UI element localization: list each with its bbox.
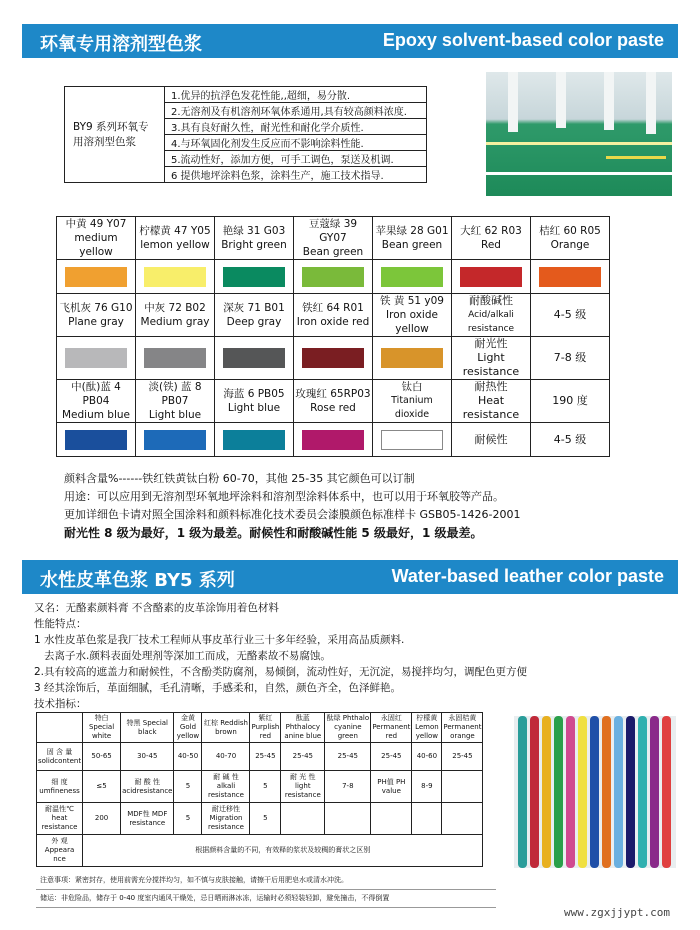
- note-grade-scale: 耐光性 8 级为最好，1 级为最差。耐候性和耐酸碱性能 5 级最好，1 级最差。: [64, 526, 483, 540]
- spec-cell: 7-8: [325, 771, 371, 803]
- spec-header: [37, 713, 83, 743]
- spec-header: 酞蓝 Phthalocy anine blue: [281, 713, 325, 743]
- color-swatch: [539, 267, 601, 287]
- color-swatch: [144, 267, 206, 287]
- color-swatch: [460, 267, 522, 287]
- spec-cell: 5: [250, 771, 281, 803]
- color-label: 中(酞)蓝 4 PB04 Medium blue: [57, 380, 136, 423]
- section2-title-en: Water-based leather color paste: [391, 566, 664, 586]
- color-label: 柠檬黄 47 Y05 lemon yellow: [136, 217, 215, 260]
- color-label: 深灰 71 B01 Deep gray: [215, 294, 294, 337]
- section1-banner: [22, 24, 678, 58]
- color-label: 中黄 49 Y07 medium yellow: [57, 217, 136, 260]
- spec-table: [36, 712, 483, 867]
- spec-header: 金黄 Gold yellow: [174, 713, 202, 743]
- spec-cell: 25-45: [325, 743, 371, 771]
- color-chart: [56, 216, 610, 457]
- spec-header: 永固红 Permanent red: [371, 713, 412, 743]
- spec-cell: MDF性 MDF resistance: [121, 803, 174, 835]
- color-rods-photo: [514, 716, 676, 868]
- spec-cell: 40-70: [202, 743, 250, 771]
- spec-cell: 50-65: [83, 743, 121, 771]
- note-pigment-content: 颜料含量%------铁红铁黄钛白粉 60-70，其他 25-35 其它颜色可以订制: [64, 472, 415, 485]
- color-label: 大红 62 R03 Red: [452, 217, 531, 260]
- note-color-card: 更加详细色卡请对照全国涂料和颜料标准化技术委员会漆膜颜色标准样卡 GSB05-1426-2001: [64, 508, 521, 521]
- footer-storage: 储运：非危险品，储存于 0-40 度室内通风干燥处，忌日晒雨淋冰冻，运输时必须轻装轻卸，避免撞击，不得倒置: [36, 890, 496, 908]
- feature-item: 3.具有良好耐久性，耐光性和耐化学介质性.: [165, 119, 427, 135]
- spec-cell: 5: [174, 803, 202, 835]
- spec-cell: 30-45: [121, 743, 174, 771]
- color-label: 飞机灰 76 G10 Plane gray: [57, 294, 136, 337]
- spec-cell: PH值 PH value: [371, 771, 412, 803]
- spec-header: 柠檬黄 Lemon yellow: [412, 713, 442, 743]
- color-swatch: [223, 267, 285, 287]
- leather-description: [34, 600, 674, 712]
- color-label: 海蓝 6 PB05 Light blue: [215, 380, 294, 423]
- spec-cell: [442, 803, 483, 835]
- epoxy-notes: [64, 470, 520, 542]
- color-label: 铁红 64 R01 Iron oxide red: [294, 294, 373, 337]
- spec-cell: 200: [83, 803, 121, 835]
- spec-header: 特白 Special white: [83, 713, 121, 743]
- property-value: 4-5 级: [531, 294, 610, 337]
- color-swatch: [381, 348, 443, 368]
- spec-cell: [412, 803, 442, 835]
- color-label: 淡(铁) 蓝 8 PB07 Light blue: [136, 380, 215, 423]
- spec-appearance: 根据颜料含量的不同，有效释的浆状及较稠的膏状之区别: [83, 835, 483, 867]
- spec-cell: 耐 光 性 light resistance: [281, 771, 325, 803]
- leather-perf-title: 性能特点：: [34, 618, 87, 630]
- spec-cell: ≤5: [83, 771, 121, 803]
- epoxy-floor-photo: [486, 72, 672, 196]
- property-value: 7-8 级: [531, 337, 610, 380]
- property-value: 190 度: [531, 380, 610, 423]
- leather-alias: 又名：无酪素颜料膏 不含酪素的皮革涂饰用着色材料: [34, 602, 279, 614]
- feature-item: 1.优异的抗浮色发花性能,,超细，易分散.: [165, 87, 427, 103]
- color-swatch: [144, 348, 206, 368]
- spec-cell: 耐 酸 性 acidresistance: [121, 771, 174, 803]
- section2-banner: [22, 560, 678, 594]
- note-usage: 用途：可以应用到无溶剂型环氧地坪涂料和溶剂型涂料体系中，也可以用于环氧胶等产品。: [64, 490, 504, 503]
- spec-cell: 25-45: [281, 743, 325, 771]
- spec-cell: [371, 803, 412, 835]
- website-url: www.zgxjjypt.com: [564, 906, 670, 919]
- spec-header: 特黑 Special black: [121, 713, 174, 743]
- footer-caution: 注意事项：紧密封存，使用前需充分搅拌均匀，如不慎与皮肤接触，请擦干后用肥皂水或清水冲洗。: [36, 872, 496, 890]
- spec-footer: [36, 872, 496, 908]
- spec-cell: 5: [174, 771, 202, 803]
- color-label: 玫瑰红 65RP03 Rose red: [294, 380, 373, 423]
- spec-cell: 40-50: [174, 743, 202, 771]
- color-label: 中灰 72 B02 Medium gray: [136, 294, 215, 337]
- section1-title-cn: 环氧专用溶剂型色浆: [40, 34, 202, 55]
- color-label: 桔红 60 R05 Orange: [531, 217, 610, 260]
- color-label: 艳绿 31 G03 Bright green: [215, 217, 294, 260]
- spec-header: 永固桔黄 Permanent orange: [442, 713, 483, 743]
- color-swatch: [302, 267, 364, 287]
- color-label: 豆蔻绿 39 GY07 Bean green: [294, 217, 373, 260]
- section2-title-cn: 水性皮革色浆 BY5 系列: [40, 570, 235, 591]
- leather-point-3: 3 经其涂饰后，革面细腻，毛孔清晰，手感柔和，自然，颜色齐全，色泽鲜艳。: [34, 682, 402, 694]
- property-value: 4-5 级: [531, 423, 610, 457]
- color-swatch: [223, 348, 285, 368]
- feature-item: 4.与环氧固化剂发生反应而不影响涂料性能.: [165, 135, 427, 151]
- series-name: BY9 系列环氧专用溶剂型色浆: [65, 87, 165, 183]
- leather-spec-title: 技术指标：: [34, 698, 87, 710]
- spec-cell: 5: [250, 803, 281, 835]
- color-label: 铁 黄 51 y09 Iron oxide yellow: [373, 294, 452, 337]
- property-label: 耐酸碱性 Acid/alkali resistance: [452, 294, 531, 337]
- spec-cell: [325, 803, 371, 835]
- color-swatch: [223, 430, 285, 450]
- features-table: [64, 86, 427, 183]
- spec-cell: 耐迁移性 Migration resistance: [202, 803, 250, 835]
- spec-cell: 25-45: [371, 743, 412, 771]
- spec-cell: [442, 771, 483, 803]
- leather-point-1b: 去离子水.颜料表面处理剂等深加工而成，无酪素故不易腐蚀。: [44, 650, 331, 662]
- spec-cell: [281, 803, 325, 835]
- spec-header: 紫红 Purplish red: [250, 713, 281, 743]
- property-label: 耐热性 Heat resistance: [452, 380, 531, 423]
- section1-title-en: Epoxy solvent-based color paste: [382, 30, 664, 50]
- color-swatch: [302, 430, 364, 450]
- color-label: 苹果绿 28 G01 Bean green: [373, 217, 452, 260]
- feature-item: 5.流动性好，添加方便，可手工调色，泵送及机调.: [165, 151, 427, 167]
- color-swatch: [144, 430, 206, 450]
- property-label: 耐光性 Light resistance: [452, 337, 531, 380]
- color-swatch: [381, 267, 443, 287]
- spec-header: 酞绿 Phthalo cyanine green: [325, 713, 371, 743]
- property-label: 耐候性: [452, 423, 531, 457]
- leather-point-2: 2.具有较高的遮盖力和耐候性，不含酚类防腐剂，易倾倒，流动性好，无沉淀，易搅拌均匀，调配色更方便: [34, 666, 528, 678]
- feature-item: 6 提供地坪涂料色浆，涂料生产，施工技术指导.: [165, 167, 427, 183]
- spec-cell: 耐 碱 性 alkali resistance: [202, 771, 250, 803]
- spec-cell: 25-45: [250, 743, 281, 771]
- spec-cell: 8-9: [412, 771, 442, 803]
- color-swatch: [65, 348, 127, 368]
- color-swatch: [65, 267, 127, 287]
- spec-cell: 外 观 Appeara nce: [37, 835, 83, 867]
- color-swatch: [65, 430, 127, 450]
- color-swatch: [381, 430, 443, 450]
- spec-cell: 细 度 umfineness: [37, 771, 83, 803]
- leather-point-1: 1 水性皮革色浆是我厂技术工程师从事皮革行业三十多年经验，采用高品质颜料.: [34, 634, 405, 646]
- feature-item: 2.无溶剂及有机溶剂环氧体系通用,具有较高颜料浓度.: [165, 103, 427, 119]
- spec-cell: 耐温性℃ heat resistance: [37, 803, 83, 835]
- spec-cell: 40-60: [412, 743, 442, 771]
- spec-cell: 25-45: [442, 743, 483, 771]
- spec-cell: 固 含 量 solidcontent: [37, 743, 83, 771]
- color-label: 钛白 Titanium dioxide: [373, 380, 452, 423]
- spec-header: 红棕 Reddish brown: [202, 713, 250, 743]
- color-swatch: [302, 348, 364, 368]
